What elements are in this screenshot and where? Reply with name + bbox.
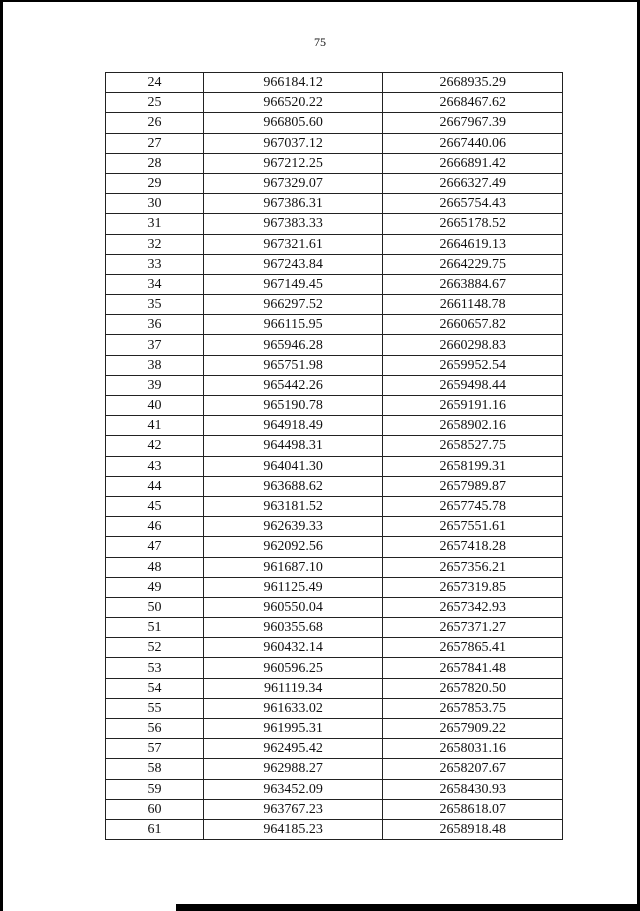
table-row bbox=[106, 315, 563, 335]
point-number-cell: 52 bbox=[106, 638, 204, 658]
y-coordinate-cell: 2657745.78 bbox=[383, 496, 563, 516]
x-coordinate-cell: 962639.33 bbox=[203, 517, 382, 537]
y-coordinate-cell: 2657418.28 bbox=[383, 537, 563, 557]
table-row bbox=[106, 799, 563, 819]
y-coordinate-cell: 2657909.22 bbox=[383, 719, 563, 739]
point-number-cell: 25 bbox=[106, 93, 204, 113]
table-row bbox=[106, 597, 563, 617]
y-coordinate-cell: 2660298.83 bbox=[383, 335, 563, 355]
x-coordinate-cell: 963452.09 bbox=[203, 779, 382, 799]
point-number-cell: 37 bbox=[106, 335, 204, 355]
table-row bbox=[106, 436, 563, 456]
x-coordinate-cell: 965442.26 bbox=[203, 375, 382, 395]
table-row bbox=[106, 739, 563, 759]
x-coordinate-cell: 965190.78 bbox=[203, 396, 382, 416]
table-row bbox=[106, 335, 563, 355]
point-number-cell: 48 bbox=[106, 557, 204, 577]
table-row bbox=[106, 274, 563, 294]
point-number-cell: 34 bbox=[106, 274, 204, 294]
x-coordinate-cell: 963181.52 bbox=[203, 496, 382, 516]
point-number-cell: 31 bbox=[106, 214, 204, 234]
x-coordinate-cell: 962988.27 bbox=[203, 759, 382, 779]
x-coordinate-cell: 962495.42 bbox=[203, 739, 382, 759]
x-coordinate-cell: 967149.45 bbox=[203, 274, 382, 294]
x-coordinate-cell: 961119.34 bbox=[203, 678, 382, 698]
point-number-cell: 49 bbox=[106, 577, 204, 597]
x-coordinate-cell: 960355.68 bbox=[203, 618, 382, 638]
x-coordinate-cell: 966520.22 bbox=[203, 93, 382, 113]
point-number-cell: 60 bbox=[106, 799, 204, 819]
table-row bbox=[106, 658, 563, 678]
point-number-cell: 61 bbox=[106, 819, 204, 839]
y-coordinate-cell: 2657865.41 bbox=[383, 638, 563, 658]
point-number-cell: 39 bbox=[106, 375, 204, 395]
y-coordinate-cell: 2657551.61 bbox=[383, 517, 563, 537]
table-row bbox=[106, 173, 563, 193]
table-row bbox=[106, 759, 563, 779]
table-row bbox=[106, 638, 563, 658]
y-coordinate-cell: 2667967.39 bbox=[383, 113, 563, 133]
x-coordinate-cell: 967037.12 bbox=[203, 133, 382, 153]
table-row bbox=[106, 618, 563, 638]
table-row bbox=[106, 133, 563, 153]
y-coordinate-cell: 2663884.67 bbox=[383, 274, 563, 294]
table-row bbox=[106, 93, 563, 113]
y-coordinate-cell: 2658618.07 bbox=[383, 799, 563, 819]
table-row bbox=[106, 496, 563, 516]
coordinates-table-body bbox=[106, 73, 563, 840]
table-row bbox=[106, 456, 563, 476]
point-number-cell: 56 bbox=[106, 719, 204, 739]
table-row bbox=[106, 819, 563, 839]
x-coordinate-cell: 966115.95 bbox=[203, 315, 382, 335]
y-coordinate-cell: 2659952.54 bbox=[383, 355, 563, 375]
point-number-cell: 53 bbox=[106, 658, 204, 678]
x-coordinate-cell: 961633.02 bbox=[203, 698, 382, 718]
point-number-cell: 35 bbox=[106, 295, 204, 315]
x-coordinate-cell: 964918.49 bbox=[203, 416, 382, 436]
y-coordinate-cell: 2657356.21 bbox=[383, 557, 563, 577]
table-row bbox=[106, 557, 563, 577]
point-number-cell: 30 bbox=[106, 194, 204, 214]
y-coordinate-cell: 2664619.13 bbox=[383, 234, 563, 254]
point-number-cell: 27 bbox=[106, 133, 204, 153]
y-coordinate-cell: 2665754.43 bbox=[383, 194, 563, 214]
y-coordinate-cell: 2657989.87 bbox=[383, 476, 563, 496]
y-coordinate-cell: 2658207.67 bbox=[383, 759, 563, 779]
table-row bbox=[106, 678, 563, 698]
x-coordinate-cell: 967386.31 bbox=[203, 194, 382, 214]
point-number-cell: 57 bbox=[106, 739, 204, 759]
table-row bbox=[106, 113, 563, 133]
y-coordinate-cell: 2659498.44 bbox=[383, 375, 563, 395]
y-coordinate-cell: 2657342.93 bbox=[383, 597, 563, 617]
x-coordinate-cell: 962092.56 bbox=[203, 537, 382, 557]
x-coordinate-cell: 966184.12 bbox=[203, 73, 382, 93]
x-coordinate-cell: 960596.25 bbox=[203, 658, 382, 678]
y-coordinate-cell: 2658902.16 bbox=[383, 416, 563, 436]
x-coordinate-cell: 966805.60 bbox=[203, 113, 382, 133]
point-number-cell: 40 bbox=[106, 396, 204, 416]
bottom-rule bbox=[176, 904, 640, 911]
point-number-cell: 58 bbox=[106, 759, 204, 779]
point-number-cell: 43 bbox=[106, 456, 204, 476]
x-coordinate-cell: 963767.23 bbox=[203, 799, 382, 819]
x-coordinate-cell: 961995.31 bbox=[203, 719, 382, 739]
y-coordinate-cell: 2664229.75 bbox=[383, 254, 563, 274]
table-row bbox=[106, 295, 563, 315]
x-coordinate-cell: 963688.62 bbox=[203, 476, 382, 496]
point-number-cell: 42 bbox=[106, 436, 204, 456]
x-coordinate-cell: 965751.98 bbox=[203, 355, 382, 375]
x-coordinate-cell: 967383.33 bbox=[203, 214, 382, 234]
table-row bbox=[106, 254, 563, 274]
y-coordinate-cell: 2657820.50 bbox=[383, 678, 563, 698]
table-row bbox=[106, 234, 563, 254]
x-coordinate-cell: 966297.52 bbox=[203, 295, 382, 315]
y-coordinate-cell: 2657371.27 bbox=[383, 618, 563, 638]
x-coordinate-cell: 964041.30 bbox=[203, 456, 382, 476]
y-coordinate-cell: 2667440.06 bbox=[383, 133, 563, 153]
table-row bbox=[106, 719, 563, 739]
x-coordinate-cell: 960432.14 bbox=[203, 638, 382, 658]
table-row bbox=[106, 476, 563, 496]
y-coordinate-cell: 2668935.29 bbox=[383, 73, 563, 93]
y-coordinate-cell: 2658918.48 bbox=[383, 819, 563, 839]
y-coordinate-cell: 2658199.31 bbox=[383, 456, 563, 476]
x-coordinate-cell: 965946.28 bbox=[203, 335, 382, 355]
x-coordinate-cell: 964185.23 bbox=[203, 819, 382, 839]
y-coordinate-cell: 2666891.42 bbox=[383, 153, 563, 173]
x-coordinate-cell: 967329.07 bbox=[203, 173, 382, 193]
point-number-cell: 46 bbox=[106, 517, 204, 537]
y-coordinate-cell: 2659191.16 bbox=[383, 396, 563, 416]
table-row bbox=[106, 214, 563, 234]
point-number-cell: 28 bbox=[106, 153, 204, 173]
table-row bbox=[106, 577, 563, 597]
coordinates-table bbox=[105, 72, 563, 840]
point-number-cell: 51 bbox=[106, 618, 204, 638]
point-number-cell: 55 bbox=[106, 698, 204, 718]
x-coordinate-cell: 964498.31 bbox=[203, 436, 382, 456]
table-row bbox=[106, 517, 563, 537]
table-row bbox=[106, 779, 563, 799]
point-number-cell: 36 bbox=[106, 315, 204, 335]
table-row bbox=[106, 416, 563, 436]
y-coordinate-cell: 2665178.52 bbox=[383, 214, 563, 234]
table-row bbox=[106, 396, 563, 416]
point-number-cell: 59 bbox=[106, 779, 204, 799]
y-coordinate-cell: 2666327.49 bbox=[383, 173, 563, 193]
point-number-cell: 50 bbox=[106, 597, 204, 617]
y-coordinate-cell: 2657841.48 bbox=[383, 658, 563, 678]
point-number-cell: 29 bbox=[106, 173, 204, 193]
page-number: 75 bbox=[314, 35, 326, 49]
table-row bbox=[106, 153, 563, 173]
point-number-cell: 24 bbox=[106, 73, 204, 93]
table-row bbox=[106, 375, 563, 395]
y-coordinate-cell: 2668467.62 bbox=[383, 93, 563, 113]
x-coordinate-cell: 967212.25 bbox=[203, 153, 382, 173]
y-coordinate-cell: 2661148.78 bbox=[383, 295, 563, 315]
point-number-cell: 38 bbox=[106, 355, 204, 375]
y-coordinate-cell: 2657319.85 bbox=[383, 577, 563, 597]
table-row bbox=[106, 537, 563, 557]
x-coordinate-cell: 967243.84 bbox=[203, 254, 382, 274]
x-coordinate-cell: 961687.10 bbox=[203, 557, 382, 577]
y-coordinate-cell: 2657853.75 bbox=[383, 698, 563, 718]
table-row bbox=[106, 73, 563, 93]
y-coordinate-cell: 2658527.75 bbox=[383, 436, 563, 456]
x-coordinate-cell: 961125.49 bbox=[203, 577, 382, 597]
y-coordinate-cell: 2660657.82 bbox=[383, 315, 563, 335]
point-number-cell: 54 bbox=[106, 678, 204, 698]
point-number-cell: 41 bbox=[106, 416, 204, 436]
table-row bbox=[106, 194, 563, 214]
point-number-cell: 33 bbox=[106, 254, 204, 274]
x-coordinate-cell: 960550.04 bbox=[203, 597, 382, 617]
y-coordinate-cell: 2658031.16 bbox=[383, 739, 563, 759]
point-number-cell: 45 bbox=[106, 496, 204, 516]
table-row bbox=[106, 355, 563, 375]
table-row bbox=[106, 698, 563, 718]
point-number-cell: 47 bbox=[106, 537, 204, 557]
point-number-cell: 32 bbox=[106, 234, 204, 254]
y-coordinate-cell: 2658430.93 bbox=[383, 779, 563, 799]
point-number-cell: 26 bbox=[106, 113, 204, 133]
x-coordinate-cell: 967321.61 bbox=[203, 234, 382, 254]
point-number-cell: 44 bbox=[106, 476, 204, 496]
